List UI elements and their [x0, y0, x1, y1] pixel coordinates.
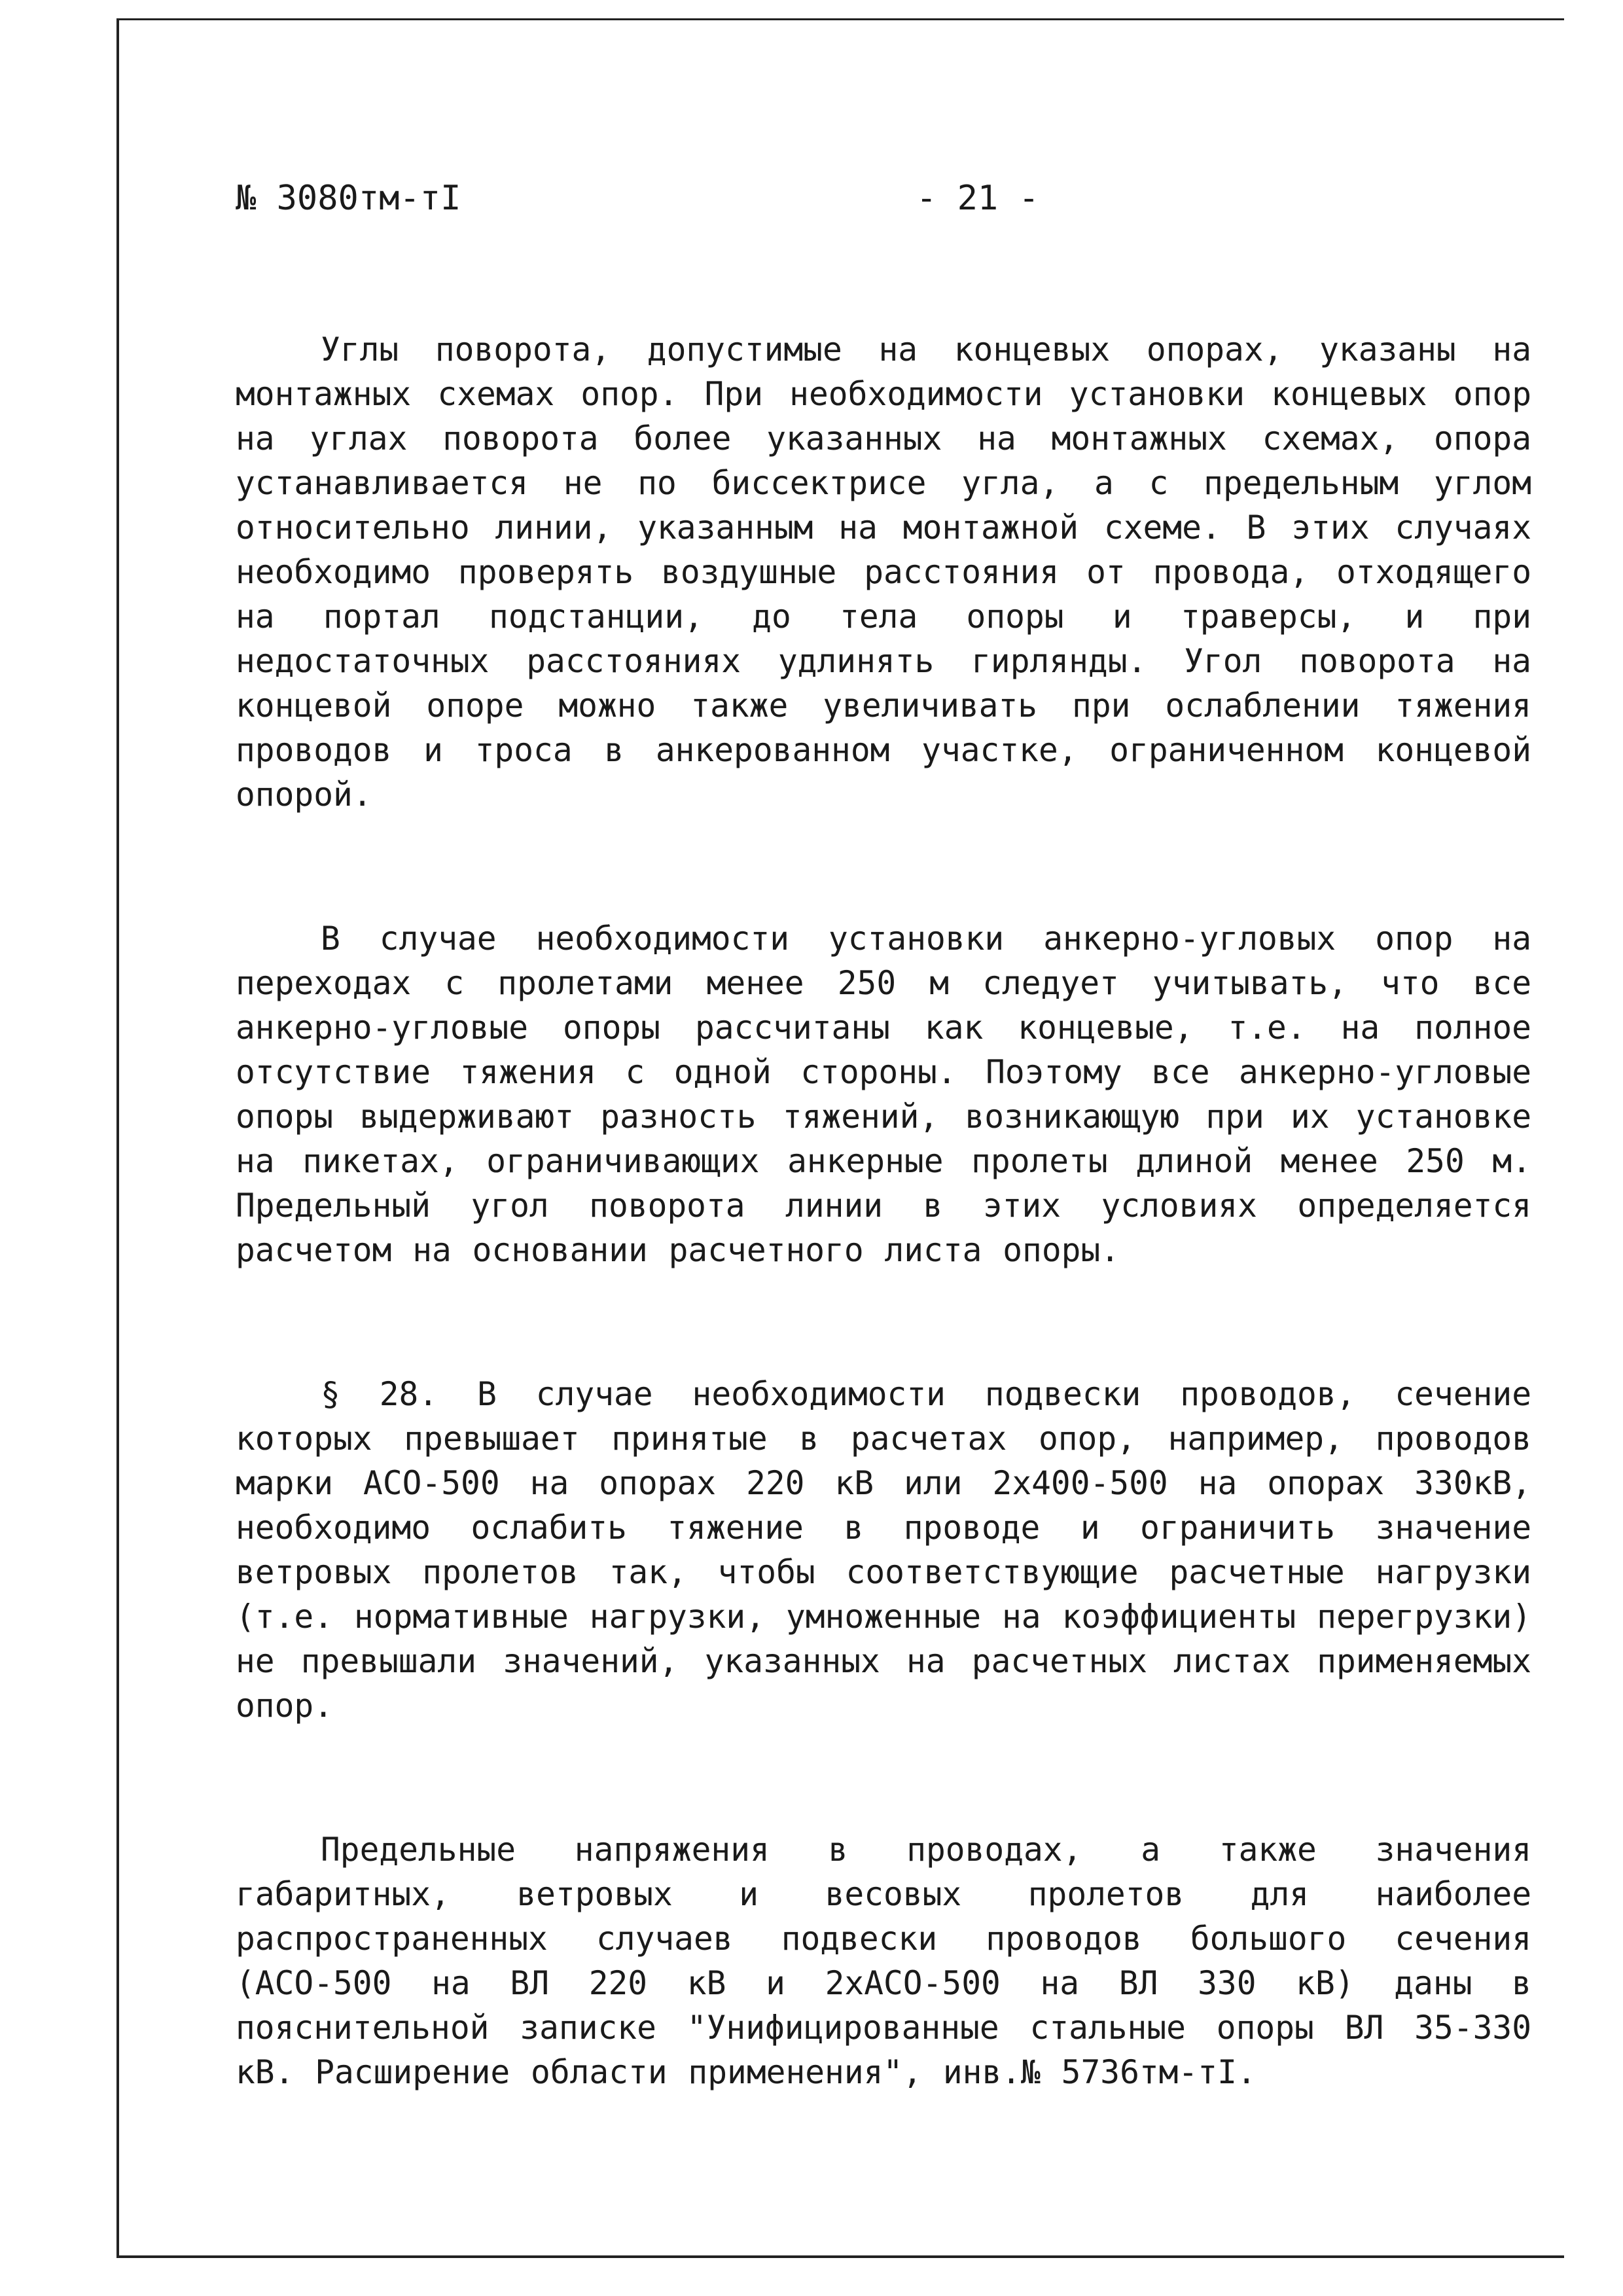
- page-number: - 21 -: [916, 179, 1039, 218]
- page-header: [236, 175, 1544, 221]
- document-number: № 3080тм-тI: [236, 179, 461, 218]
- page-frame-bottom-line: [116, 2255, 1564, 2258]
- paragraph-anchor-angle-supports: В случае необходимости установки анкерно-угловых опор на переходах с пролетами менее 250 м следует учитывать, что все анкерно-угловые опоры рассчитаны как концевые, т.е. на полное отсутствие тяжения с одной стороны. Поэтому все анкерно-угловые опоры выдерживают разность тяжений, возникающую при их установке на пикетах, ограничивающих анкерные пролеты длиной менее 250 м. Предельный угол поворота линии в этих условиях определяется расчетом на основании расчетного листа опоры.: [236, 920, 1531, 1269]
- paragraph-limit-stresses: Предельные напряжения в проводах, а также значения габаритных, ветровых и весовых пролетов для наиболее распространенных случаев подвески проводов большого сечения (АСО-500 на ВЛ 220 кВ и 2хАСО-500 на ВЛ 330 кВ) даны в пояснительной записке "Унифицированные стальные опоры ВЛ 35-330 кВ. Расширение области применения", инв.№ 5736тм-тI.: [236, 1831, 1531, 2091]
- paragraph-section-28: § 28. В случае необходимости подвески проводов, сечение которых превышает принятые в расчетах опор, например, проводов марки АСО-500 на опорах 220 кВ или 2х400-500 на опорах 330кВ, необходимо ослабить тяжение в проводе и ограничить значение ветровых пролетов так, чтобы соответствующие расчетные нагрузки (т.е. нормативные нагрузки, умноженные на коэффициенты перегрузки) не превышали значений, указанных на расчетных листах применяемых опор.: [236, 1375, 1531, 1725]
- document-body: [236, 327, 1531, 2094]
- page-frame-top-line: [118, 18, 1564, 20]
- paragraph-turn-angles: Углы поворота, допустимые на концевых опорах, указаны на монтажных схемах опор. При необходимости установки концевых опор на углах поворота более указанных на монтажных схемах, опора устанавливается не по биссектрисе угла, а с предельным углом относительно линии, указанным на монтажной схеме. В этих случаях необходимо проверять воздушные расстояния от провода, отходящего на портал подстанции, до тела опоры и траверсы, и при недостаточных расстояниях удлинять гирлянды. Угол поворота на концевой опоре можно также увеличивать при ослаблении тяжения проводов и троса в анкерованном участке, ограниченном концевой опорой.: [236, 331, 1531, 814]
- page-frame-left-line: [116, 18, 119, 2257]
